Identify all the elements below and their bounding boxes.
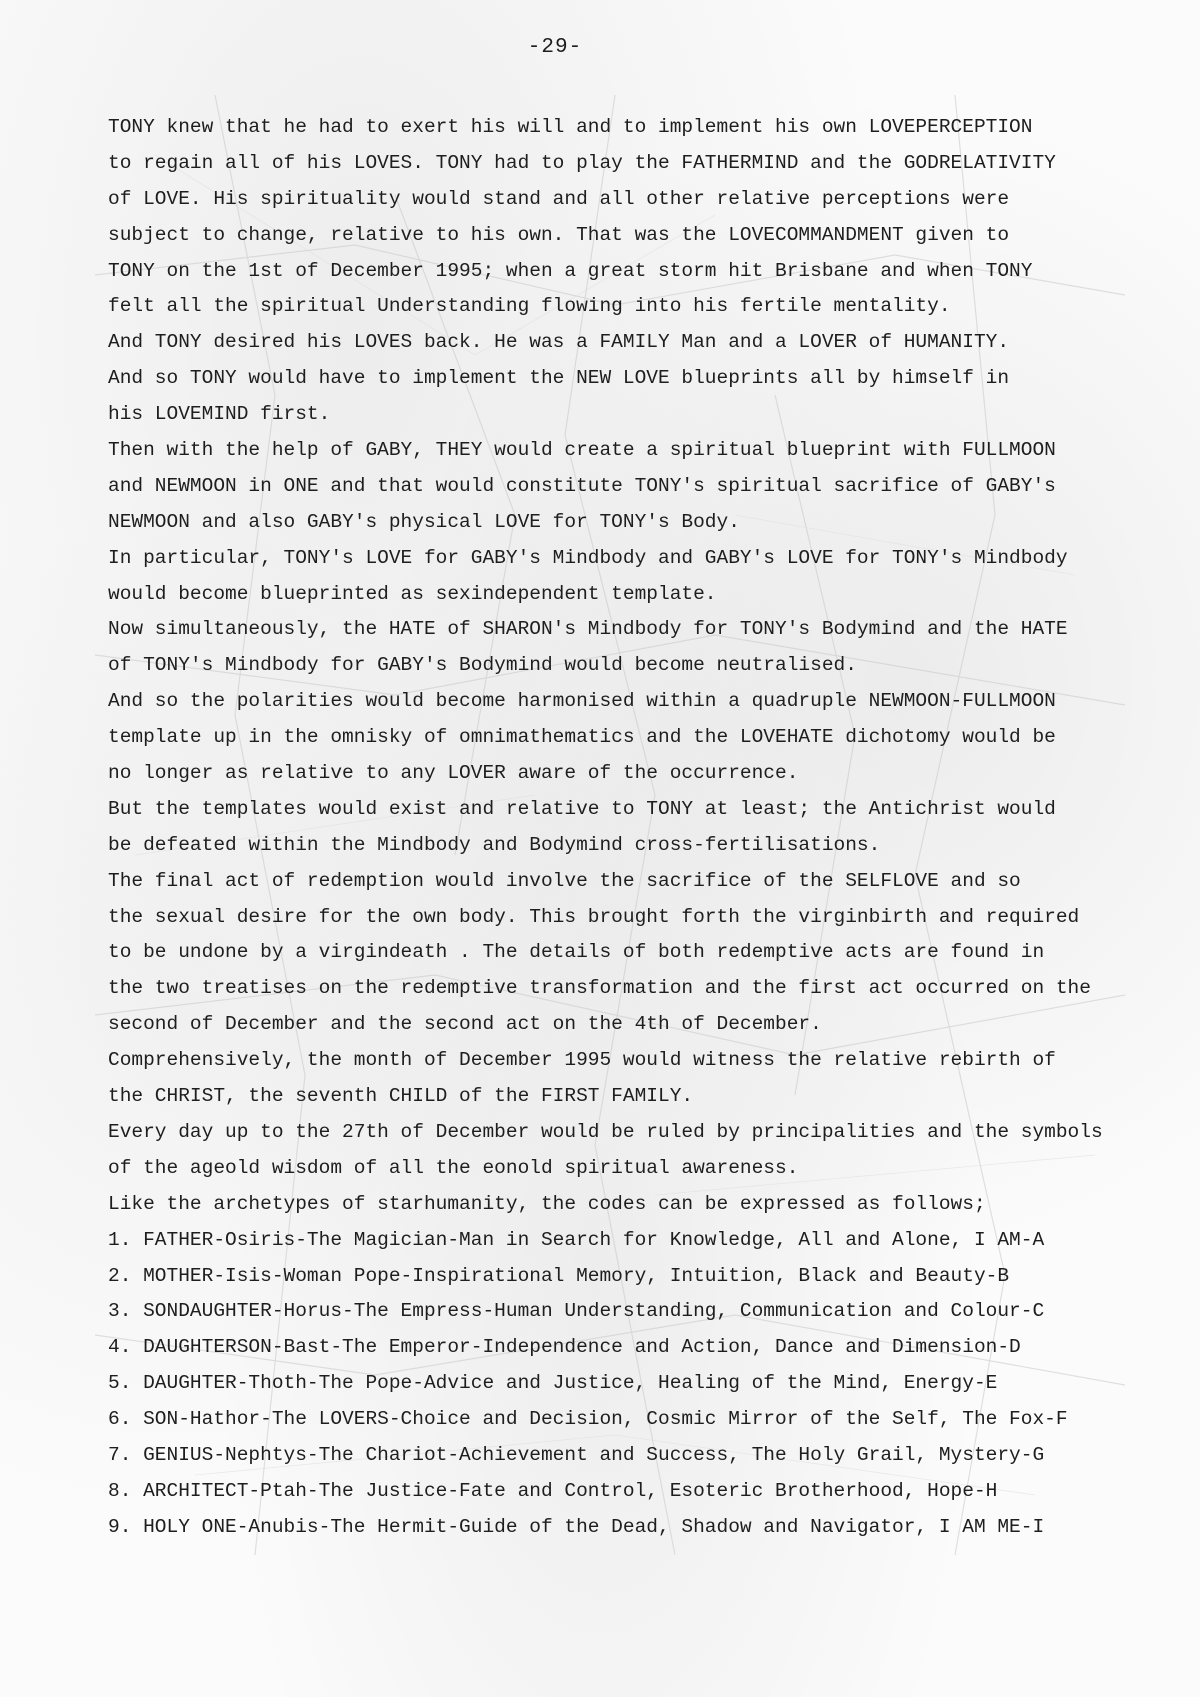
page-number: -29- xyxy=(527,36,583,59)
text-line: Comprehensively, the month of December 1995 would witness the relative rebirth of xyxy=(108,1049,1056,1072)
text-line: and NEWMOON in ONE and that would constitute TONY's spiritual sacrifice of GABY's xyxy=(108,474,1056,497)
text-line: And so the polarities would become harmonised within a quadruple NEWMOON-FULLMOON xyxy=(108,690,1056,713)
text-line: Every day up to the 27th of December would be ruled by principalities and the symbols xyxy=(108,1120,1103,1143)
text-line: the two treatises on the redemptive transformation and the first act occurred on the xyxy=(108,977,1091,1000)
code-list-item: 1. FATHER-Osiris-The Magician-Man in Search for Knowledge, All and Alone, I AM-A xyxy=(108,1228,1045,1251)
text-line: felt all the spiritual Understanding flowing into his fertile mentality. xyxy=(108,295,951,318)
text-line: of LOVE. His spirituality would stand and all other relative perceptions were xyxy=(108,187,1010,210)
text-line: the sexual desire for the own body. This brought forth the virginbirth and required xyxy=(108,905,1080,928)
code-list-item: 9. HOLY ONE-Anubis-The Hermit-Guide of the Dead, Shadow and Navigator, I AM ME-I xyxy=(108,1515,1045,1538)
text-line: of the ageold wisdom of all the eonold spiritual awareness. xyxy=(108,1156,799,1179)
text-line: no longer as relative to any LOVER aware of the occurrence. xyxy=(108,762,799,785)
text-line: Now simultaneously, the HATE of SHARON's Mindbody for TONY's Bodymind and the HATE xyxy=(108,618,1068,641)
code-list-item: 8. ARCHITECT-Ptah-The Justice-Fate and Control, Esoteric Brotherhood, Hope-H xyxy=(108,1479,998,1502)
code-list-item: 6. SON-Hathor-The LOVERS-Choice and Decision, Cosmic Mirror of the Self, The Fox-F xyxy=(108,1408,1068,1431)
text-line: And so TONY would have to implement the NEW LOVE blueprints all by himself in xyxy=(108,367,1010,390)
text-line: to regain all of his LOVES. TONY had to play the FATHERMIND and the GODRELATIVITY xyxy=(108,151,1056,174)
text-line: to be undone by a virgindeath . The details of both redemptive acts are found in xyxy=(108,941,1045,964)
text-line: be defeated within the Mindbody and Bodymind cross-fertilisations. xyxy=(108,833,881,856)
text-line: And TONY desired his LOVES back. He was a FAMILY Man and a LOVER of HUMANITY. xyxy=(108,331,1010,354)
code-list-item: 7. GENIUS-Nephtys-The Chariot-Achievement and Success, The Holy Grail, Mystery-G xyxy=(108,1443,1045,1466)
code-list-item: 4. DAUGHTERSON-Bast-The Emperor-Independence and Action, Dance and Dimension-D xyxy=(108,1336,1021,1359)
text-line: But the templates would exist and relative to TONY at least; the Antichrist would xyxy=(108,797,1056,820)
text-line: subject to change, relative to his own. That was the LOVECOMMANDMENT given to xyxy=(108,223,1010,246)
text-line: of TONY's Mindbody for GABY's Bodymind would become neutralised. xyxy=(108,654,857,677)
text-line: template up in the omnisky of omnimathematics and the LOVEHATE dichotomy would be xyxy=(108,726,1056,749)
text-line: Like the archetypes of starhumanity, the codes can be expressed as follows; xyxy=(108,1192,986,1215)
text-line: his LOVEMIND first. xyxy=(108,403,331,426)
code-list-item: 2. MOTHER-Isis-Woman Pope-Inspirational Memory, Intuition, Black and Beauty-B xyxy=(108,1264,1010,1287)
code-list-item: 3. SONDAUGHTER-Horus-The Empress-Human Understanding, Communication and Colour-C xyxy=(108,1300,1045,1323)
text-line: second of December and the second act on the 4th of December. xyxy=(108,1013,822,1036)
text-line: would become blueprinted as sexindependent template. xyxy=(108,582,717,605)
text-line: TONY knew that he had to exert his will and to implement his own LOVEPERCEPTION xyxy=(108,116,1033,138)
text-line: TONY on the 1st of December 1995; when a great storm hit Brisbane and when TONY xyxy=(108,259,1033,282)
text-line: the CHRIST, the seventh CHILD of the FIRST FAMILY. xyxy=(108,1085,694,1108)
text-line: NEWMOON and also GABY's physical LOVE for TONY's Body. xyxy=(108,510,740,533)
text-line: In particular, TONY's LOVE for GABY's Mindbody and GABY's LOVE for TONY's Mindbody xyxy=(108,546,1068,569)
body-text xyxy=(108,110,1128,1546)
code-list-item: 5. DAUGHTER-Thoth-The Pope-Advice and Justice, Healing of the Mind, Energy-E xyxy=(108,1372,998,1395)
text-line: The final act of redemption would involve the sacrifice of the SELFLOVE and so xyxy=(108,869,1021,892)
text-line: Then with the help of GABY, THEY would create a spiritual blueprint with FULLMOON xyxy=(108,439,1056,462)
